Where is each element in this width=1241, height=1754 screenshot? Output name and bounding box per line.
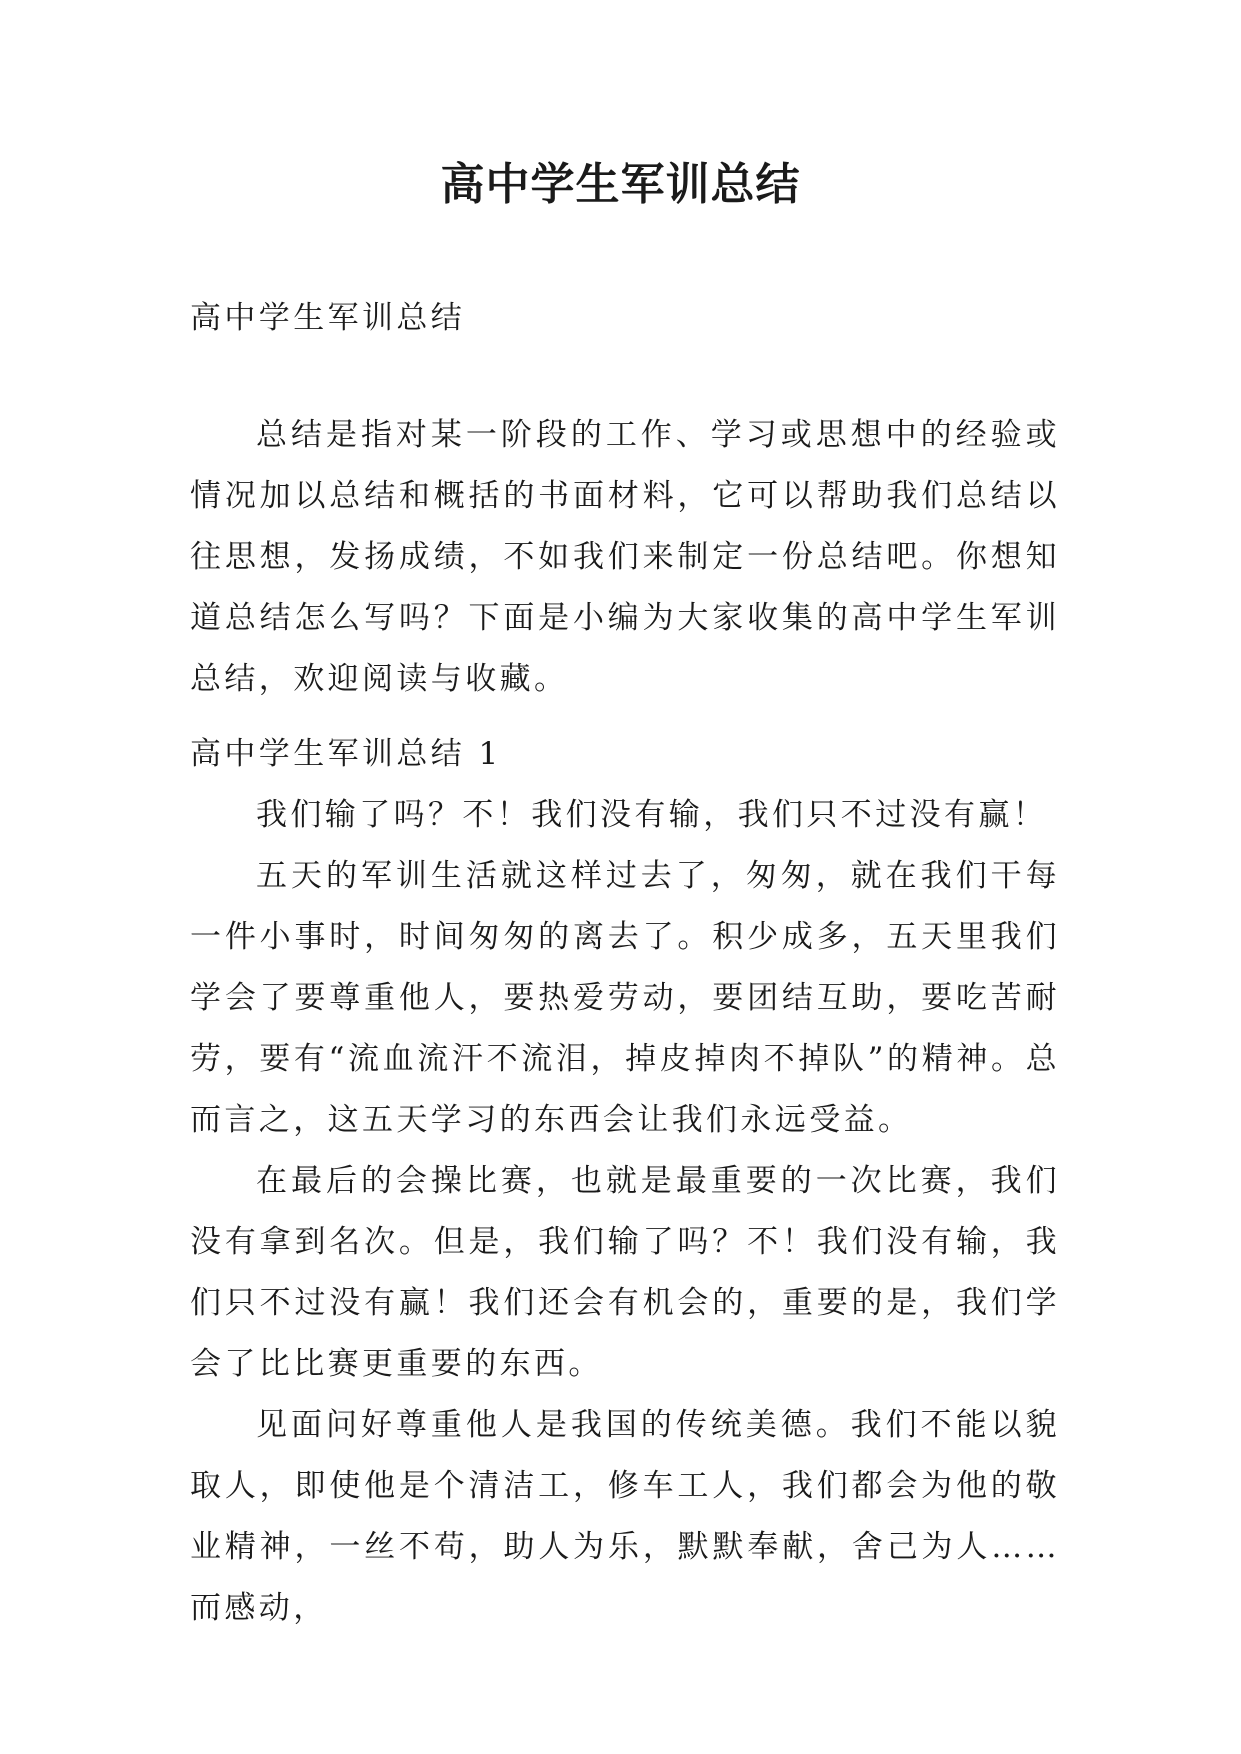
section-1-paragraph: 我们输了吗？不！我们没有输，我们只不过没有赢！ — [256, 797, 1048, 833]
section-1 — [190, 724, 1060, 1639]
section-1-paragraph: 在最后的会操比赛，也就是最重要的一次比赛，我们没有拿到名次。但是，我们输了吗？不！我们没有输，我们只不过没有赢！我们还会有机会的，重要的是，我们学会了比比赛更重要的东西。 — [190, 1163, 1060, 1382]
section-1-paragraph: 五天的军训生活就这样过去了，匆匆，就在我们干每一件小事时，时间匆匆的离去了。积少成多，五天里我们学会了要尊重他人，要热爱劳动，要团结互助，要吃苦耐劳，要有“流血流汗不流泪，掉皮掉肉不掉队”的精神。总而言之，这五天学习的东西会让我们永远受益。 — [190, 858, 1060, 1138]
intro-paragraph: 总结是指对某一阶段的工作、学习或思想中的经验或情况加以总结和概括的书面材料，它可以帮助我们总结以往思想，发扬成绩，不如我们来制定一份总结吧。你想知道总结怎么写吗？下面是小编为大家收集的高中学生军训总结，欢迎阅读与收藏。 — [190, 417, 1060, 697]
document-subtitle: 高中学生军训总结 — [190, 300, 466, 336]
document-title: 高中学生军训总结 — [440, 159, 801, 210]
section-1-paragraph: 见面问好尊重他人是我国的传统美德。我们不能以貌取人，即使他是个清洁工，修车工人，我们都会为他的敬业精神，一丝不苟，助人为乐，默默奉献，舍己为人……而感动， — [190, 1407, 1060, 1626]
section-1-heading: 高中学生军训总结 1 — [190, 736, 502, 772]
